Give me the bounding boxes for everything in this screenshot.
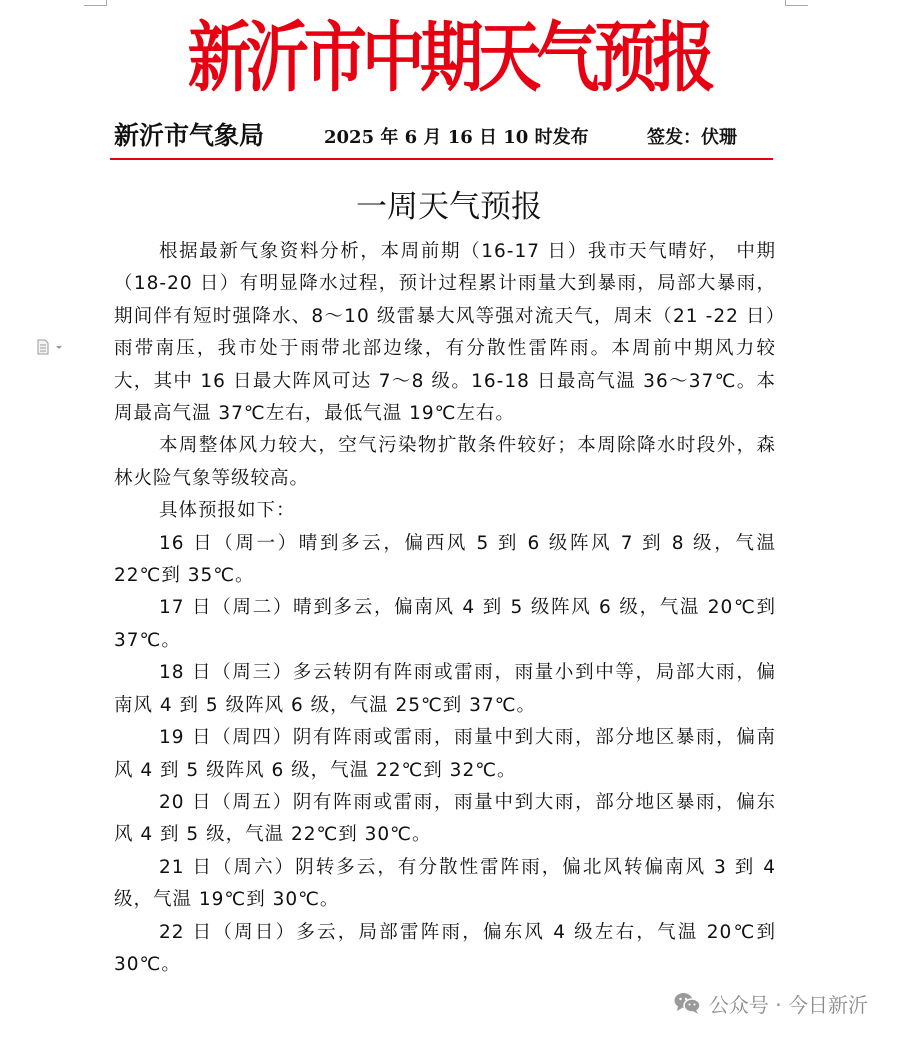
forecast-day-21: 21 日（周六）阴转多云，有分散性雷阵雨，偏北风转偏南风 3 到 4 级，气温 19℃到 30℃。 <box>114 856 776 911</box>
summary-paragraph: 根据最新气象资料分析，本周前期（16-17 日）我市天气晴好， 中期（18-20 日）有明显降水过程，预计过程累计雨量大到暴雨，局部大暴雨，期间伴有短时强降水、8～10 级雷暴大风等强对流天气，周末（21 -22 日）雨带南压，我市处于雨带北部边缘，有分散性雷阵雨。本周前中期风力较大，其中 16 日最大阵风可达 7～8 级。16-18 日最高气温 36～37℃。本周最高气温 37℃左右，最低气温 19℃左右。 <box>114 241 776 425</box>
air-quality-paragraph: 本周整体风力较大，空气污染物扩散条件较好；本周除降水时段外，森林火险气象等级较高。 <box>114 435 776 489</box>
forecast-day-20: 20 日（周五）阴有阵雨或雷雨，雨量中到大雨，部分地区暴雨，偏东风 4 到 5 级，气温 22℃到 30℃。 <box>114 791 776 846</box>
issue-header <box>114 116 774 156</box>
forecast-intro: 具体预报如下： <box>159 500 296 522</box>
issue-date: 2025 年 6 月 16 日 10 时发布 <box>324 127 589 148</box>
document-options-icon[interactable] <box>36 339 66 355</box>
red-divider <box>110 158 773 160</box>
wechat-watermark <box>673 986 868 1020</box>
forecast-day-22: 22 日（周日）多云，局部雷阵雨，偏东风 4 级左右，气温 20℃到 30℃。 <box>114 921 776 975</box>
forecast-day-17: 17 日（周二）晴到多云，偏南风 4 到 5 级阵风 6 级，气温 20℃到 37℃。 <box>114 597 776 651</box>
forecast-day-18: 18 日（周三）多云转阴有阵雨或雷雨，雨量小到中等，局部大雨，偏南风 4 到 5 级阵风 6 级，气温 25℃到 37℃。 <box>114 662 776 716</box>
wechat-icon <box>673 991 701 1015</box>
forecast-body <box>114 236 776 981</box>
watermark-text: 公众号 · 今日新沂 <box>708 992 868 1017</box>
forecast-day-19: 19 日（周四）阴有阵雨或雷雨，雨量中到大雨，部分地区暴雨，偏南风 4 到 5 级阵风 6 级，气温 22℃到 32℃。 <box>114 727 776 781</box>
issuer-name: 新沂市气象局 <box>114 121 265 150</box>
masthead-title: 新沂市中期天气预报 <box>187 13 711 102</box>
signer: 签发：伏珊 <box>647 127 737 148</box>
document-title: 一周天气预报 <box>356 189 542 225</box>
forecast-day-16: 16 日（周一）晴到多云，偏西风 5 到 6 级阵风 7 到 8 级，气温 22℃到 35℃。 <box>114 532 776 587</box>
